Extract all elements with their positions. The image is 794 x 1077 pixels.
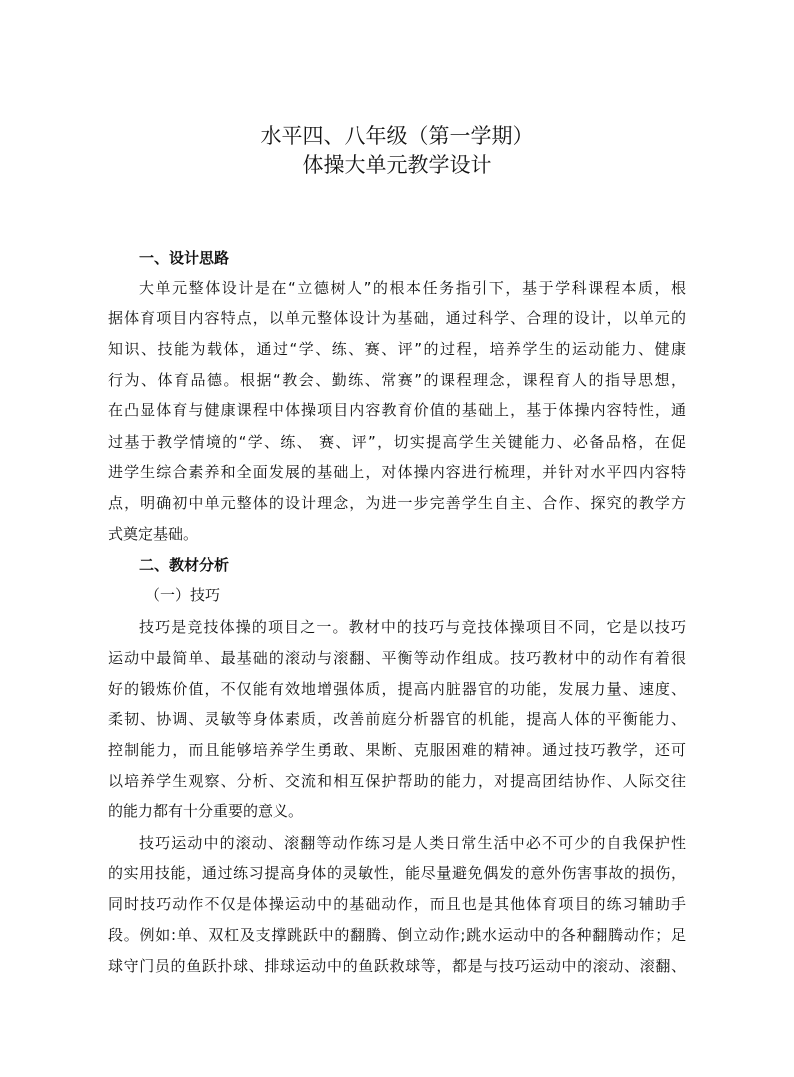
paragraph-line: 在凸显体育与健康课程中体操项目内容教育价值的基础上，基于体操内容特性，通 bbox=[108, 401, 686, 419]
paragraph-line: 式奠定基础。 bbox=[108, 525, 199, 543]
subsection-heading-skills: （一）技巧 bbox=[145, 586, 221, 604]
paragraph-line: 以培养学生观察、分析、交流和相互保护帮助的能力，对提高团结协作、人际交往 bbox=[108, 772, 686, 790]
paragraph-line: 技巧运动中的滚动、滚翻等动作练习是人类日常生活中必不可少的自我保护性 bbox=[139, 834, 686, 852]
paragraph-line: 柔韧、协调、灵敏等身体素质，改善前庭分析器官的机能，提高人体的平衡能力、 bbox=[108, 710, 686, 728]
paragraph-line: 好的锻炼价值，不仅能有效地增强体质，提高内脏器官的功能，发展力量、速度、 bbox=[108, 680, 686, 698]
paragraph-line: 大单元整体设计是在“立德树人”的根本任务指引下，基于学科课程本质，根 bbox=[139, 279, 686, 297]
paragraph-line: 过基于教学情境的“学、练、 赛、评”，切实提高学生关键能力、必备品格，在促 bbox=[108, 433, 686, 451]
paragraph-line: 的能力都有十分重要的意义。 bbox=[108, 802, 304, 820]
section-heading-design-ideas: 一、设计思路 bbox=[139, 249, 230, 267]
paragraph-line: 球守门员的鱼跃扑球、排球运动中的鱼跃救球等，都是与技巧运动中的滚动、滚翻、 bbox=[108, 957, 686, 975]
paragraph-line: 知识、技能为载体，通过“学、练、赛、评”的过程，培养学生的运动能力、健康 bbox=[108, 340, 686, 358]
paragraph-line: 技巧是竞技体操的项目之一。教材中的技巧与竞技体操项目不同，它是以技巧 bbox=[139, 618, 686, 636]
paragraph-line: 进学生综合素养和全面发展的基础上，对体操内容进行梳理，并针对水平四内容特 bbox=[108, 463, 686, 481]
paragraph-line: 据体育项目内容特点，以单元整体设计为基础，通过科学、合理的设计，以单元的 bbox=[108, 309, 686, 327]
paragraph-line: 运动中最简单、最基础的滚动与滚翻、平衡等动作组成。技巧教材中的动作有着很 bbox=[108, 649, 686, 667]
paragraph-line: 点，明确初中单元整体的设计理念，为进一步完善学生自主、合作、探究的教学方 bbox=[108, 494, 686, 512]
section-heading-material-analysis: 二、教材分析 bbox=[139, 556, 230, 574]
paragraph-line: 的实用技能，通过练习提高身体的灵敏性，能尽量避免偶发的意外伤害事故的损伤， bbox=[108, 864, 686, 882]
document-title-line-2: 体操大单元教学设计 bbox=[302, 153, 492, 177]
paragraph-line: 行为、体育品德。根据“教会、勤练、常赛”的课程理念，课程育人的指导思想， bbox=[108, 371, 686, 389]
paragraph-line: 段。例如:单、双杠及支撑跳跃中的翻腾、倒立动作;跳水运动中的各种翻腾动作；足 bbox=[108, 926, 686, 944]
document-title-line-1: 水平四、八年级（第一学期） bbox=[260, 124, 534, 148]
paragraph-line: 控制能力，而且能够培养学生勇敢、果断、克服困难的精神。通过技巧教学，还可 bbox=[108, 741, 686, 759]
paragraph-line: 同时技巧动作不仅是体操运动中的基础动作，而且也是其他体育项目的练习辅助手 bbox=[108, 895, 686, 913]
